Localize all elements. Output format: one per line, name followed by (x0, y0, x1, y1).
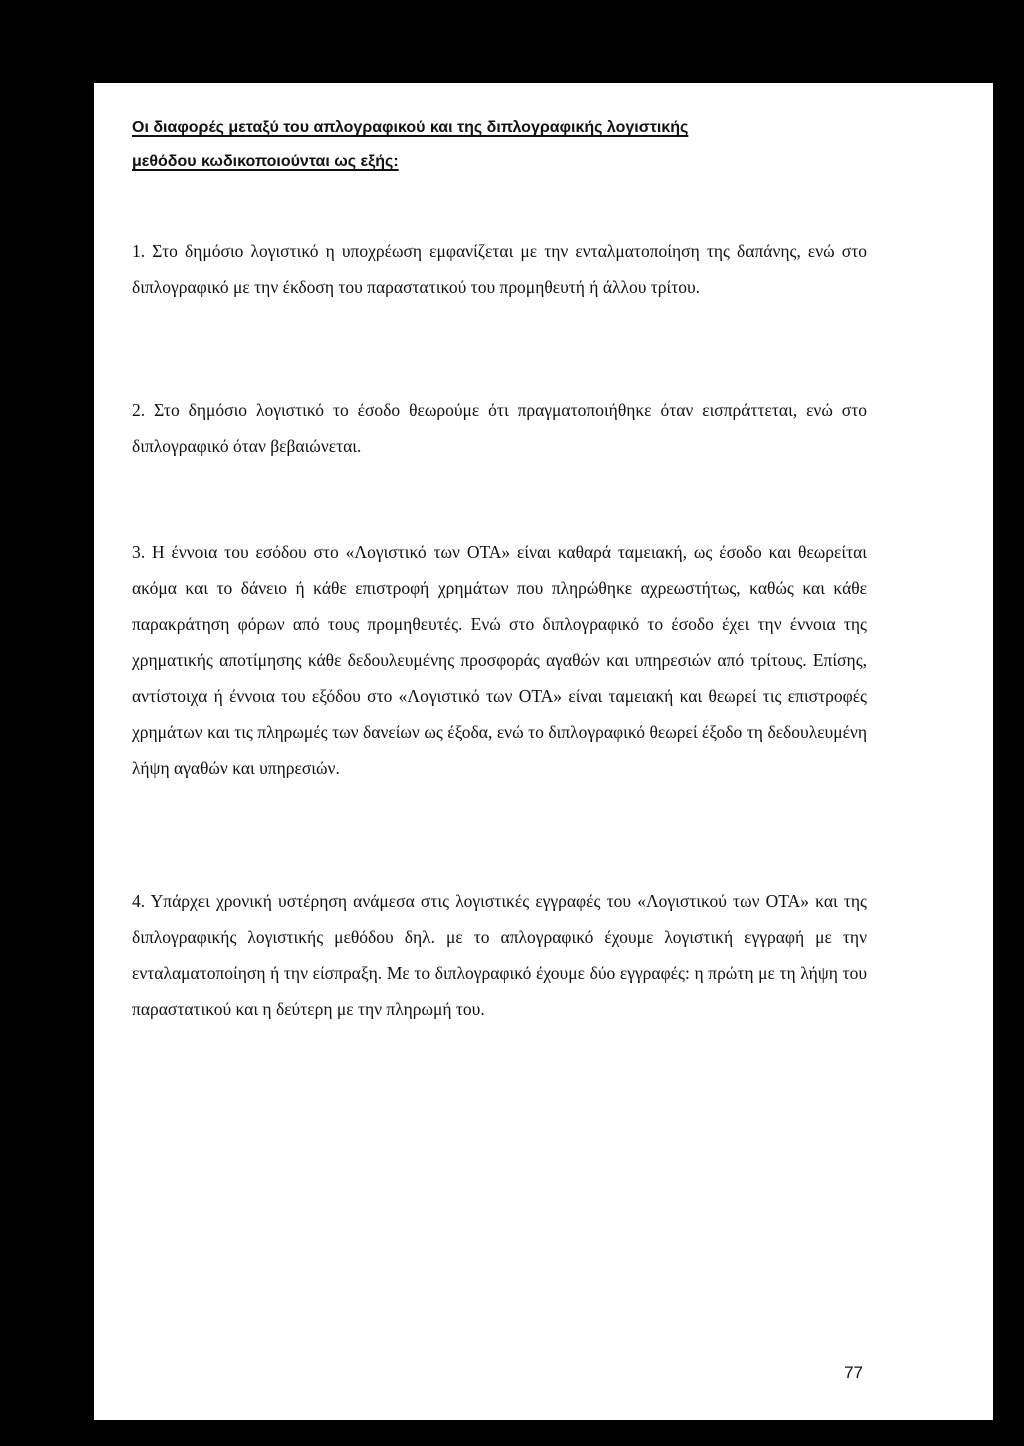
page-number: 77 (844, 1363, 863, 1382)
item-text: Στο δημόσιο λογιστικό το έσοδο θεωρούμε ότι πραγματοποιήθηκε όταν εισπράττεται, ενώ στο διπλογραφικό όταν βεβαιώνεται. (132, 400, 868, 456)
item-text: Στο δημόσιο λογιστικό η υποχρέωση εμφανίζεται με την ενταλματοποίηση της δαπάνης, ενώ στο διπλογραφικό με την έκδοση του παραστατικού του προμηθευτή ή άλλου τρίτου. (132, 241, 868, 297)
document-page (94, 83, 993, 1420)
heading-line-1: Οι διαφορές μεταξύ του απλογραφικού και της διπλογραφικής λογιστικής (132, 119, 689, 136)
list-item-3 (132, 534, 867, 786)
item-text: Υπάρχει χρονική υστέρηση ανάμεσα στις λογιστικές εγγραφές του «Λογιστικού των ΟΤΑ» και της διπλογραφικής λογιστικής μεθόδου δηλ. με το απλογραφικό έχουμε λογιστική εγγραφή με την ενταλαματοποίηση ή την είσπραξη. Με το διπλογραφικό έχουμε δύο εγγραφές: η πρώτη με τη λήψη του παραστατικού και η δεύτερη με την πληρωμή του. (132, 891, 867, 1019)
list-item-1 (132, 233, 867, 305)
item-number: 2. (132, 400, 146, 420)
item-number: 3. (132, 542, 146, 562)
section-heading (132, 111, 867, 179)
item-number: 4. (132, 891, 146, 911)
heading-line-2: μεθόδου κωδικοποιούνται ως εξής: (132, 153, 399, 170)
item-text: Η έννοια του εσόδου στο «Λογιστικό των ΟΤΑ» είναι καθαρά ταμειακή, ως έσοδο και θεωρείται ακόμα και το δάνειο ή κάθε επιστροφή χρημάτων που πληρώθηκε αχρεωστήτως, καθώς και κάθε παρακράτηση φόρων από τους προμηθευτές. Ενώ στο διπλογραφικό το έσοδο έχει την έννοια της χρηματικής αποτίμησης κάθε δεδουλευμένης προσφοράς αγαθών και υπηρεσιών από τρίτους. Επίσης, αντίστοιχα ή έννοια του εξόδου στο «Λογιστικό των ΟΤΑ» είναι ταμειακή και θεωρεί τις επιστροφές χρημάτων και τις πληρωμές των δανείων ως έξοδα, ενώ το διπλογραφικό θεωρεί έξοδο τη δεδουλευμένη λήψη αγαθών και υπηρεσιών. (132, 542, 867, 778)
list-item-4 (132, 883, 867, 1027)
item-number: 1. (132, 241, 146, 261)
list-item-2 (132, 392, 867, 464)
